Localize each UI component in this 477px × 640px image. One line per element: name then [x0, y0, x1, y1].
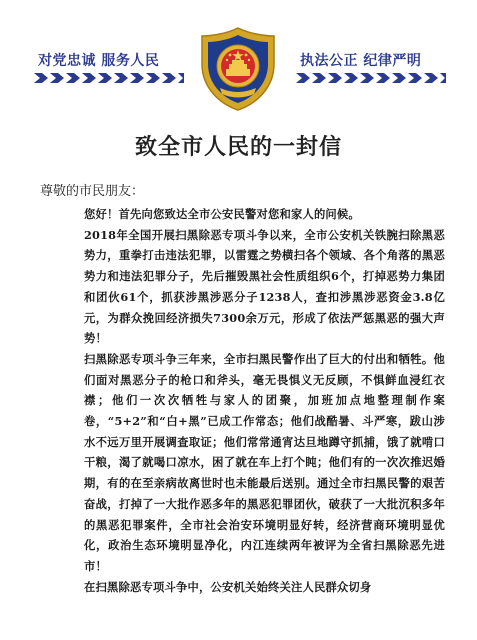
salutation: 尊敬的市民朋友： — [40, 184, 145, 199]
paragraph-greeting: 您好！首先向您致达全市公安民警对您和家人的问候。 — [84, 207, 360, 221]
police-badge-icon — [196, 26, 280, 112]
slogan-right: 执法公正 纪律严明 — [300, 53, 422, 69]
paragraph-continued: 在扫黑除恶专项斗争中，公安机关始终关注人民群众切身 — [84, 579, 372, 594]
chevron-divider-right — [296, 73, 446, 83]
paragraph-results: 2018年全国开展扫黑除恶专项斗争以来，全市公安机关铁腕扫除黑恶势力，重拳打击违法犯罪，以雷霆之势横扫各个领域、各个角落的黑恶势力和违法犯罪分子，先后摧毁黑社会性质组织6个，打掉恶势力集团和团伙61个，抓获涉黑涉恶分子1238人，查扣涉黑涉恶资金3.8亿元，为群众挽回经济损失7300余万元，形成了依法严惩黑恶的强大声势！ — [84, 227, 445, 346]
chevron-divider-left — [34, 73, 184, 83]
paragraph-sacrifice: 扫黑除恶专项斗争三年来，全市扫黑民警作出了巨大的付出和牺牲。他们面对黑恶分子的枪口和斧头，毫无畏惧义无反顾，不惧鲜血浸红衣襟；他们一次次牺牲与家人的团聚，加班加点地整理制作案卷，“5+2”和“白+黑”已成工作常态；他们战酷暑、斗严寒，跋山涉水不远万里开展调查取证；他们常常通宵达旦地蹲守抓捕，饿了就啃口干粮，渴了就喝口凉水，困了就在车上打个盹；他们有的一次次推迟婚期，有的在至亲病故离世时也未能最后送别。通过全市扫黑民警的艰苦奋战，打掉了一大批作恶多年的黑恶犯罪团伙，破获了一大批沉积多年的黑恶犯罪案件，全市社会治安环境明显好转，经济营商环境明显优化，政治生态环境明显净化，内江连续两年被评为全省扫黑除恶先进市！ — [84, 351, 445, 573]
letter-header — [0, 0, 477, 118]
letter-title: 致全市人民的一封信 — [134, 134, 342, 160]
letter-body — [60, 204, 445, 597]
slogan-left: 对党忠诚 服务人民 — [38, 53, 160, 69]
